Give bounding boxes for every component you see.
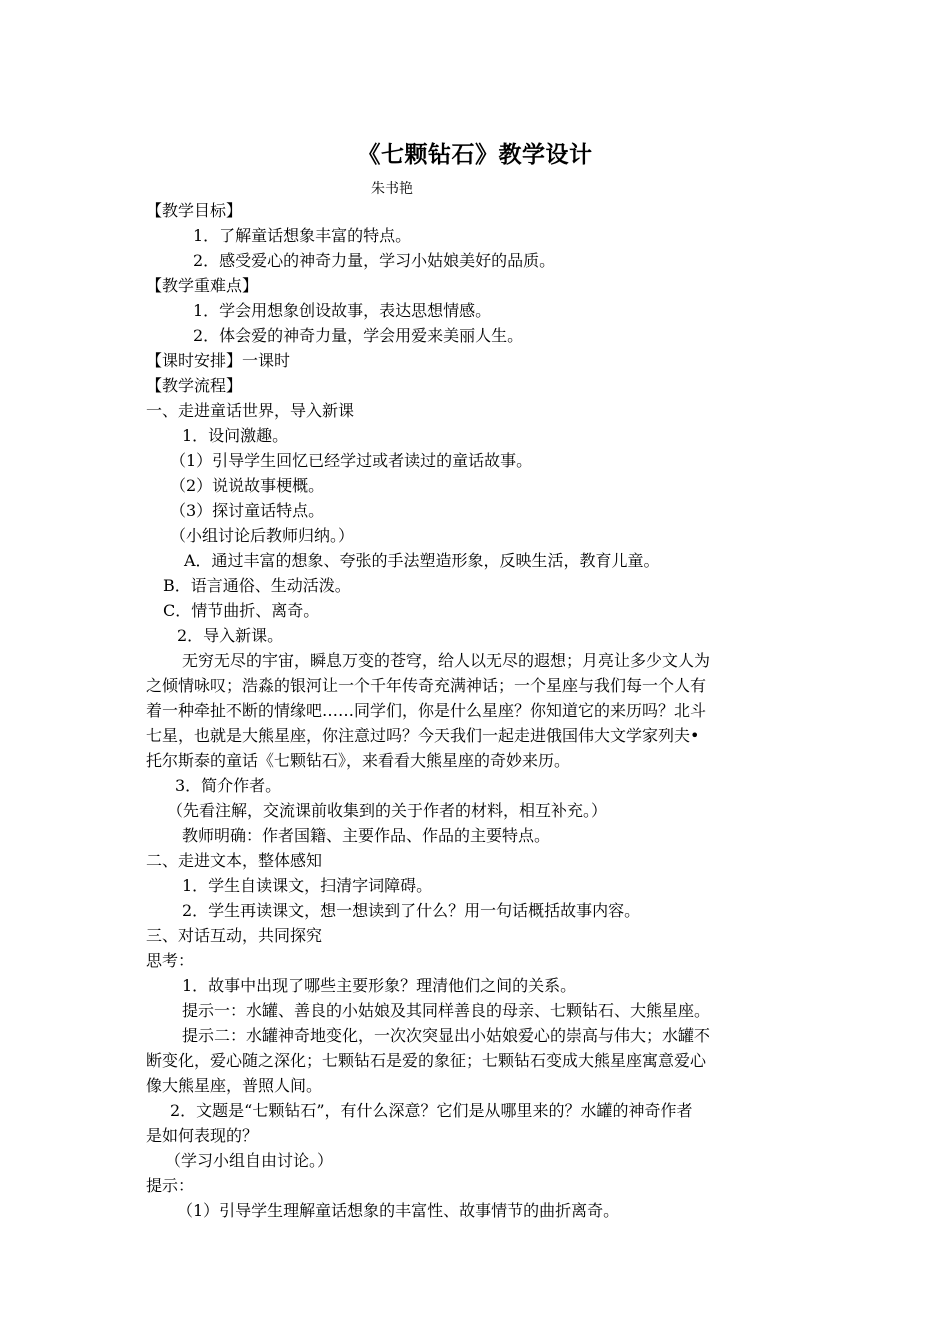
body-line: 1．学会用想象创设故事，表达思想情感。 [193, 301, 492, 320]
body-line: A．通过丰富的想象、夸张的手法塑造形象，反映生活，教育儿童。 [184, 551, 660, 570]
author-name: 朱书艳 [371, 181, 413, 197]
body-line: 七星，也就是大熊星座，你注意过吗？今天我们一起走进俄国伟大文学家列夫• [146, 726, 700, 745]
body-line: 着一种牵扯不断的情缘吧……同学们，你是什么星座？你知道它的来历吗？北斗 [146, 701, 707, 720]
body-line: 无穷无尽的宇宙，瞬息万变的苍穹，给人以无尽的遐想；月亮让多少文人为 [182, 651, 711, 670]
body-line: 提示一：水罐、善良的小姑娘及其同样善良的母亲、七颗钻石、大熊星座。 [182, 1001, 711, 1020]
body-line: （学习小组自由讨论。） [165, 1151, 334, 1170]
body-line: （2）说说故事梗概。 [170, 476, 325, 495]
body-line: 1．学生自读课文，扫清字词障碍。 [182, 876, 433, 895]
body-line: 2．学生再读课文，想一想读到了什么？用一句话概括故事内容。 [182, 901, 641, 920]
body-line: 思考： [146, 951, 195, 970]
body-line: （先看注解，交流课前收集到的关于作者的材料，相互补充。） [167, 801, 608, 820]
body-line: 2．导入新课。 [177, 626, 284, 645]
body-line: 3．简介作者。 [175, 776, 282, 795]
part-heading: 二、走进文本，整体感知 [146, 851, 323, 870]
body-line: 1．了解童话想象丰富的特点。 [193, 226, 412, 245]
body-line: 1．设问激趣。 [182, 426, 289, 445]
body-line: 提示： [146, 1176, 195, 1195]
body-line: 托尔斯泰的童话《七颗钻石》，来看看大熊星座的奇妙来历。 [146, 751, 571, 770]
part-heading: 三、对话互动，共同探究 [146, 926, 323, 945]
body-line: B．语言通俗、生动活泼。 [163, 576, 351, 595]
body-line: （3）探讨童话特点。 [170, 501, 325, 520]
section-heading-objectives: 【教学目标】 [146, 201, 243, 220]
body-line: （1）引导学生回忆已经学过或者读过的童话故事。 [170, 451, 533, 470]
document-title: 《七颗钻石》教学设计 [357, 142, 593, 168]
body-line: 教师明确：作者国籍、主要作品、作品的主要特点。 [182, 826, 551, 845]
section-heading-procedure: 【教学流程】 [146, 376, 243, 395]
body-line: 之倾情咏叹；浩淼的银河让一个千年传奇充满神话；一个星座与我们每一个人有 [146, 676, 707, 695]
body-line: （小组讨论后教师归纳。） [170, 526, 355, 545]
body-line: （1）引导学生理解童话想象的丰富性、故事情节的曲折离奇。 [177, 1201, 620, 1220]
body-line: 2．文题是“七颗钻石”，有什么深意？它们是从哪里来的？水罐的神奇作者 [170, 1101, 693, 1120]
body-line: 提示二：水罐神奇地变化，一次次突显出小姑娘爱心的崇高与伟大；水罐不 [182, 1026, 711, 1045]
body-line: 2．感受爱心的神奇力量，学习小姑娘美好的品质。 [193, 251, 556, 270]
section-heading-key-points: 【教学重难点】 [146, 276, 259, 295]
body-line: 1．故事中出现了哪些主要形象？理清他们之间的关系。 [182, 976, 577, 995]
body-line: 是如何表现的？ [146, 1126, 259, 1145]
body-line: C．情节曲折、离奇。 [163, 601, 320, 620]
body-line: 2．体会爱的神奇力量，学会用爱来美丽人生。 [193, 326, 524, 345]
body-line: 像大熊星座，普照人间。 [146, 1076, 323, 1095]
body-line: 断变化，爱心随之深化；七颗钻石是爱的象征；七颗钻石变成大熊星座寓意爱心 [146, 1051, 707, 1070]
part-heading: 一、走进童话世界，导入新课 [146, 401, 355, 420]
section-heading-schedule: 【课时安排】一课时 [146, 351, 291, 370]
